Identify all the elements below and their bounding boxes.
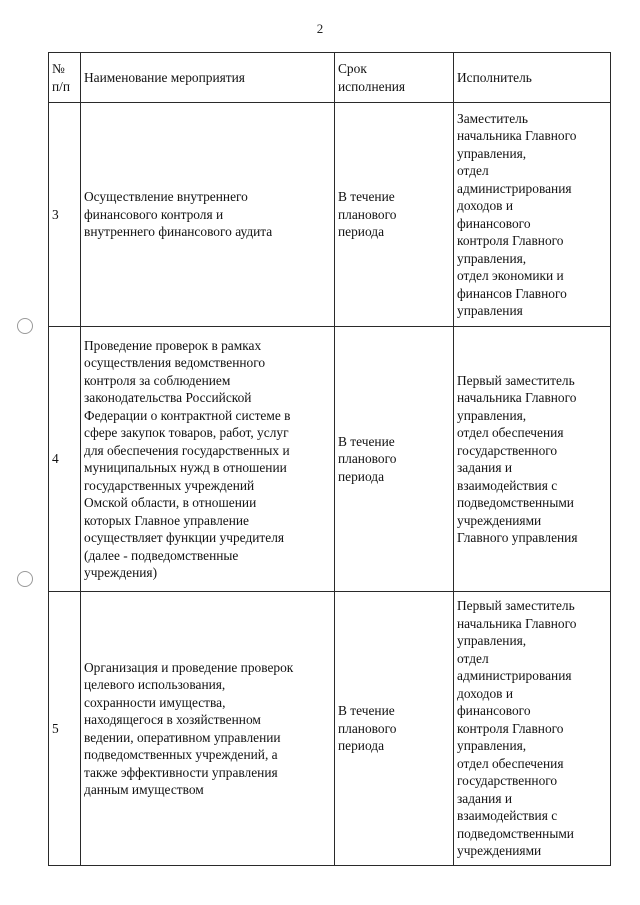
activity-term: В течение планового периода xyxy=(335,592,454,866)
activity-plan-table xyxy=(48,52,611,866)
punch-hole-bottom xyxy=(17,571,33,587)
table-row xyxy=(49,592,611,866)
row-number: 3 xyxy=(49,103,81,327)
header-executor: Исполнитель xyxy=(454,53,611,103)
table-row xyxy=(49,327,611,592)
activity-name: Осуществление внутреннего финансового контроля и внутреннего финансового аудита xyxy=(81,103,335,327)
activity-executor: Заместитель начальника Главного управления, отдел администрирования доходов и финансового контроля Главного управления, отдел экономики и финансов Главного управления xyxy=(454,103,611,327)
activity-name: Организация и проведение проверок целевого использования, сохранности имущества, находящегося в хозяйственном ведении, оперативном управлении подведомственных учреждений, а также эффективности управления данным имуществом xyxy=(81,592,335,866)
punch-hole-top xyxy=(17,318,33,334)
activity-executor: Первый заместитель начальника Главного управления, отдел обеспечения государственного задания и взаимодействия с подведомственными учреждениями Главного управления xyxy=(454,327,611,592)
table-header-row xyxy=(49,53,611,103)
table-row xyxy=(49,103,611,327)
row-number: 4 xyxy=(49,327,81,592)
activity-term: В течение планового периода xyxy=(335,327,454,592)
header-activity-name: Наименование мероприятия xyxy=(81,53,335,103)
row-number: 5 xyxy=(49,592,81,866)
page-number: 2 xyxy=(316,21,324,36)
activity-term: В течение планового периода xyxy=(335,103,454,327)
activity-executor: Первый заместитель начальника Главного управления, отдел администрирования доходов и финансового контроля Главного управления, отдел обеспечения государственного задания и взаимодействия с подведомственными учреждениями xyxy=(454,592,611,866)
header-term: Срок исполнения xyxy=(335,53,454,103)
header-number: № п/п xyxy=(49,53,81,103)
activity-name: Проведение проверок в рамках осуществления ведомственного контроля за соблюдением законодательства Российской Федерации о контрактной системе в сфере закупок товаров, работ, услуг для обеспечения государственных и муниципальных нужд в отношении государственных учреждений Омской области, в отношении которых Главное управление осуществляет функции учредителя (далее - подведомственные учреждения) xyxy=(81,327,335,592)
